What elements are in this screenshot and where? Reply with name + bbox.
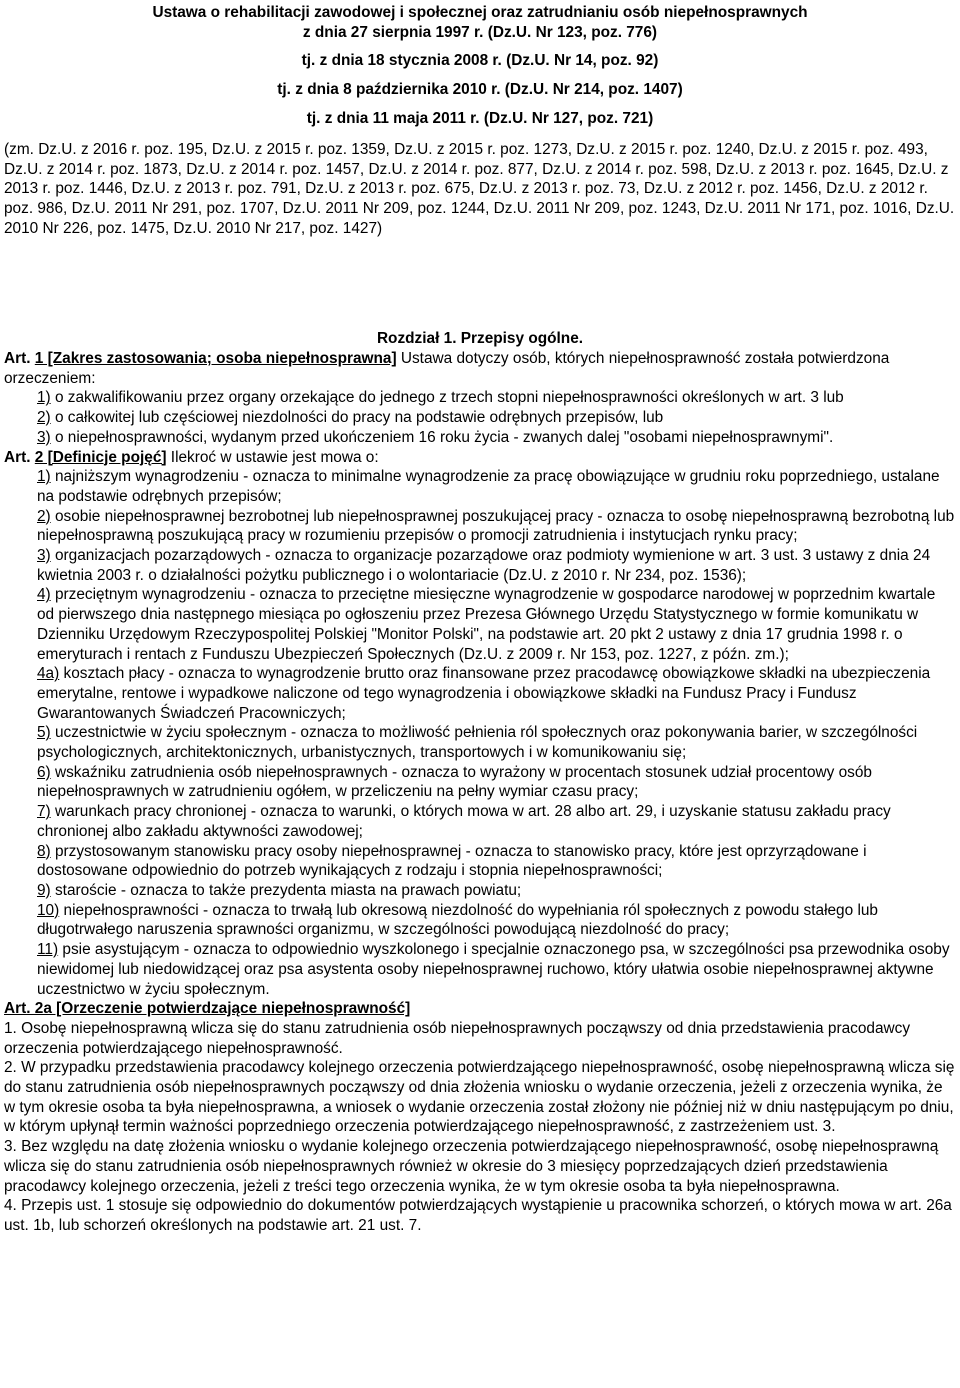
art-2: [4, 448, 956, 468]
title-line: tj. z dnia 8 października 2010 r. (Dz.U. Nr 214, poz. 1407): [277, 81, 683, 99]
chapter-heading: Rozdział 1. Przepisy ogólne.: [376, 330, 584, 347]
paragraph: 2. W przypadku przedstawienia pracodawcy kolejnego orzeczenia potwierdzającego niepełnosprawność, osobę niepełnosprawną wlicza się do stanu zatrudnienia osób niepełnosprawnych począwszy od dnia złożenia wniosku o wydanie orzeczenia, jeżeli z orzeczenia wynika, że w tym okresie osoba ta była niepełnosprawna, a wniosek o wydanie orzeczenia został złożony nie później niż w dniu następującym po dniu, w którym upłynął termin ważności poprzedniego orzeczenia potwierdzającego niepełnosprawność, z zastrzeżeniem ust. 3.: [4, 1059, 955, 1136]
list-item: 8) przystosowanym stanowisku pracy osoby niepełnosprawnej - oznacza to stanowisko pracy, które jest oprzyrządowane i dostosowane odpowiednio do potrzeb wynikających z rodzaju i stopnia niepełnosprawności;: [37, 842, 867, 880]
amendments-list: (zm. Dz.U. z 2016 r. poz. 195, Dz.U. z 2015 r. poz. 1359, Dz.U. z 2015 r. poz. 1273, Dz.U. z 2015 r. poz. 1240, Dz.U. z 2015 r. poz. 493, Dz.U. z 2014 r. poz. 1873, Dz.U. z 2014 r. poz. 1457, Dz.U. z 2014 r. poz. 877, Dz.U. z 2014 r. poz. 598, Dz.U. z 2013 r. poz. 1645, Dz.U. z 2013 r. poz. 1446, Dz.U. z 2013 r. poz. 791, Dz.U. z 2013 r. poz. 675, Dz.U. z 2013 r. poz. 73, Dz.U. z 2012 r. poz. 1456, Dz.U. z 2012 r. poz. 986, Dz.U. 2011 Nr 291, poz. 1707, Dz.U. 2011 Nr 209, poz. 1244, Dz.U. 2011 Nr 209, poz. 1243, Dz.U. 2011 Nr 171, poz. 1016, Dz.U. 2010 Nr 226, poz. 1475, Dz.U. 2010 Nr 217, poz. 1427): [4, 141, 955, 237]
list-item: 9) staroście - oznacza to także prezydenta miasta na prawach powiatu;: [37, 881, 522, 899]
list-item: 7) warunkach pracy chronionej - oznacza to warunki, o których mowa w art. 28 albo art. 29, i uzyskanie statusu zakładu pracy chronionej albo zakładu aktywności zawodowej;: [37, 803, 891, 840]
document-title: [0, 3, 960, 129]
article-heading: 2 [Definicje pojęć]: [34, 448, 167, 466]
list-item: 10) niepełnosprawności - oznacza to trwałą lub okresową niezdolność do wypełniania ról społecznych z powodu stałego lub długotrwałego naruszenia sprawności organizmu, w szczególności powodującą niezdolność do pracy;: [37, 901, 878, 939]
list-item: 5) uczestnictwie w życiu społecznym - oznacza to możliwość pełnienia ról społecznych oraz pokonywania barier, w szczególności psychologicznych, architektonicznych, urbanistycznych, transportowych i w komunikowaniu się;: [37, 724, 918, 762]
list-item: 2) o całkowitej lub częściowej niezdolności do pracy na podstawie odrębnych przepisów, lub: [37, 409, 664, 427]
list-item: 1) najniższym wynagrodzeniu - oznacza to minimalne wynagrodzenie za pracę obowiązujące w grudniu roku poprzedniego, ustalane na podstawie odrębnych przepisów;: [37, 468, 940, 505]
document-body: [4, 349, 956, 1236]
title-line: z dnia 27 sierpnia 1997 r. (Dz.U. Nr 123, poz. 776): [302, 23, 658, 41]
article-heading: 1 [Zakres zastosowania; osoba niepełnosprawna]: [34, 350, 397, 367]
article-intro: Ustawa dotyczy osób, których niepełnosprawność została potwierdzona orzeczeniem:: [4, 350, 890, 387]
article-label: Art.: [4, 350, 31, 367]
article-intro: Ilekroć w ustawie jest mowa o:: [170, 448, 379, 466]
paragraph: 1. Osobę niepełnosprawną wlicza się do stanu zatrudnienia osób niepełnosprawnych począwszy od dnia przedstawienia pracodawcy orzeczenia potwierdzającego niepełnosprawność.: [4, 1019, 911, 1057]
list-item: 3) organizacjach pozarządowych - oznacza to organizacje pozarządowe oraz podmioty wymienione w art. 3 ust. 3 ustawy z dnia 24 kwietnia 2003 r. o działalności pożytku publicznego i o wolontariacie (Dz.U. z 2010 r. Nr 234, poz. 1536);: [37, 547, 931, 584]
article-label: Art.: [4, 448, 31, 466]
list-item: 4a) kosztach płacy - oznacza to wynagrodzenie brutto oraz finansowane przez pracodawcę obowiązkowe składki na ubezpieczenia emerytalne, rentowe i wypadkowe naliczone od tego wynagrodzenia i obowiązkowe składki na Fundusz Pracy i Fundusz Gwarantowanych Świadczeń Pracowniczych;: [37, 665, 931, 722]
art-2a-heading: Art. 2a [Orzeczenie potwierdzające niepełnosprawność]: [4, 1000, 411, 1018]
list-item: 4) przeciętnym wynagrodzeniu - oznacza to przeciętne miesięczne wynagrodzenie w gospodarce narodowej w poprzednim kwartale od pierwszego dnia następnego miesiąca po ogłoszeniu przez Prezesa Głównego Urzędu Statystycznego w formie komunikatu w Dzienniku Urzędowym Rzeczypospolitej Polskiej "Monitor Polski", na podstawie art. 20 pkt 2 ustawy z dnia 17 grudnia 1998 r. o emeryturach i rentach z Funduszu Ubezpieczeń Społecznych (Dz.U. z 2009 r. Nr 153, poz. 1227, z późn. zm.);: [37, 586, 936, 663]
list-item: 3) o niepełnosprawności, wydanym przed ukończeniem 16 roku życia - zwanych dalej "osobami niepełnosprawnymi".: [37, 428, 834, 446]
title-line: tj. z dnia 18 stycznia 2008 r. (Dz.U. Nr 14, poz. 92): [301, 52, 659, 70]
list-item: 1) o zakwalifikowaniu przez organy orzekające do jednego z trzech stopni niepełnosprawności określonych w art. 3 lub: [37, 389, 844, 407]
paragraph: 3. Bez względu na datę złożenia wniosku o wydanie kolejnego orzeczenia potwierdzającego niepełnosprawność, osobę niepełnosprawną wlicza się do stanu zatrudnienia osób niepełnosprawnych również w okresie do 3 miesięcy poprzedzających dzień przedstawienia pracodawcy kolejnego orzeczenia, jeżeli z treści tego orzeczenia wynika, że w tym okresie osoba ta była niepełnosprawna.: [4, 1138, 939, 1195]
art-1: [4, 349, 956, 388]
title-line: Ustawa o rehabilitacji zawodowej i społecznej oraz zatrudnianiu osób niepełnosprawnych: [152, 4, 808, 21]
paragraph: 4. Przepis ust. 1 stosuje się odpowiednio do dokumentów potwierdzających wystąpienie u pracownika schorzeń, o których mowa w art. 26a ust. 1b, lub schorzeń określonych na podstawie art. 21 ust. 7.: [4, 1197, 952, 1234]
list-item: 11) psie asystującym - oznacza to odpowiednio wyszkolonego i specjalnie oznaczonego psa, w szczególności psa przewodnika osoby niewidomej lub niedowidzącej oraz psa asystenta osoby niepełnosprawnej ruchowo, który ułatwia osobie niepełnosprawnej aktywne uczestnictwo w życiu społecznym.: [37, 941, 950, 998]
list-item: 2) osobie niepełnosprawnej bezrobotnej lub niepełnosprawnej poszukującej pracy - oznacza to osobę niepełnosprawną bezrobotną lub niepełnosprawną poszukującą pracy w rozumieniu przepisów o promocji zatrudnienia i instytucjach rynku pracy;: [37, 507, 955, 545]
list-item: 6) wskaźniku zatrudnienia osób niepełnosprawnych - oznacza to wyrażony w procentach stosunek udział procentowy osób niepełnosprawnych w zatrudnieniu ogółem, w przeliczeniu na pełny wymiar czasu pracy;: [37, 763, 872, 801]
title-line: tj. z dnia 11 maja 2011 r. (Dz.U. Nr 127, poz. 721): [306, 109, 654, 127]
